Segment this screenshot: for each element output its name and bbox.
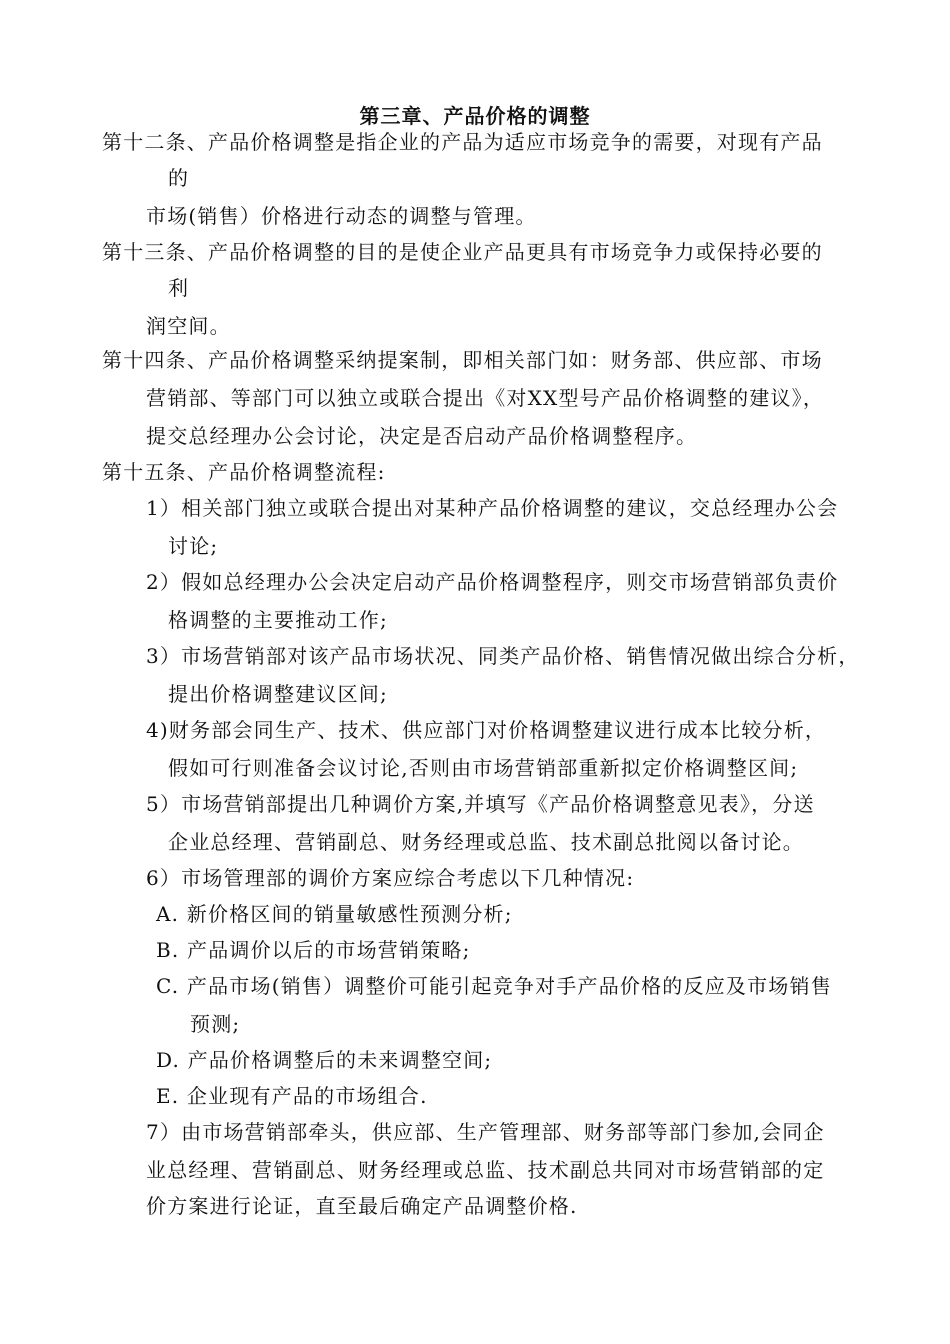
item-d: D. 产品价格调整后的未来调整空间; [156, 1048, 493, 1072]
item-a: A. 新价格区间的销量敏感性预测分析; [156, 902, 513, 926]
step-2-line-1: 2）假如总经理办公会决定启动产品价格调整程序，则交市场营销部负责价 [146, 570, 839, 594]
chapter-title: 第三章、产品价格的调整 [359, 104, 591, 128]
article-15-line-1: 第十五条、产品价格调整流程: [102, 460, 386, 484]
step-1-line-1: 1）相关部门独立或联合提出对某种产品价格调整的建议，交总经理办公会 [146, 496, 839, 520]
article-13-line-3: 润空间。 [146, 314, 231, 338]
article-14-line-1: 第十四条、产品价格调整采纳提案制，即相关部门如：财务部、供应部、市场 [102, 348, 823, 372]
article-12-line-3: 市场(销售）价格进行动态的调整与管理。 [146, 204, 537, 228]
step-2-line-2: 格调整的主要推动工作; [168, 608, 388, 632]
step-4-line-1: 4)财务部会同生产、技术、供应部门对价格调整建议进行成本比较分析， [146, 718, 827, 742]
step-7-line-2: 业总经理、营销副总、财务经理或总监、技术副总共同对市场营销部的定 [146, 1158, 825, 1182]
step-5-line-2: 企业总经理、营销副总、财务经理或总监、技术副总批阅以备讨论。 [168, 830, 804, 854]
step-3-line-1: 3）市场营销部对该产品市场状况、同类产品价格、销售情况做出综合分析， [146, 644, 860, 668]
step-7-line-3: 价方案进行论证，直至最后确定产品调整价格. [146, 1194, 578, 1218]
article-12-line-2: 的 [168, 166, 190, 190]
article-13-line-2: 利 [168, 276, 190, 300]
article-13-line-1: 第十三条、产品价格调整的目的是使企业产品更具有市场竞争力或保持必要的 [102, 240, 823, 264]
item-e: E. 企业现有产品的市场组合. [156, 1084, 428, 1108]
step-6-line-1: 6）市场管理部的调价方案应综合考虑以下几种情况: [146, 866, 635, 890]
article-12-line-1: 第十二条、产品价格调整是指企业的产品为适应市场竞争的需要，对现有产品 [102, 130, 823, 154]
article-14-line-3: 提交总经理办公会讨论，决定是否启动产品价格调整程序。 [146, 424, 698, 448]
item-c-line-2: 预测; [190, 1012, 241, 1036]
item-c-line-1: C. 产品市场(销售）调整价可能引起竞争对手产品价格的反应及市场销售 [156, 974, 832, 998]
step-5-line-1: 5）市场营销部提出几种调价方案,并填写《产品价格调整意见表》，分送 [146, 792, 815, 816]
article-14-line-2: 营销部、等部门可以独立或联合提出《对XX型号产品价格调整的建议》， [146, 386, 825, 410]
step-3-line-2: 提出价格调整建议区间; [168, 682, 388, 706]
step-7-line-1: 7）由市场营销部牵头，供应部、生产管理部、财务部等部门参加,会同企 [146, 1120, 825, 1144]
item-b: B. 产品调价以后的市场营销策略; [156, 938, 471, 962]
step-1-line-2: 讨论; [168, 534, 219, 558]
step-4-line-2: 假如可行则准备会议讨论,否则由市场营销部重新拟定价格调整区间; [168, 756, 799, 780]
